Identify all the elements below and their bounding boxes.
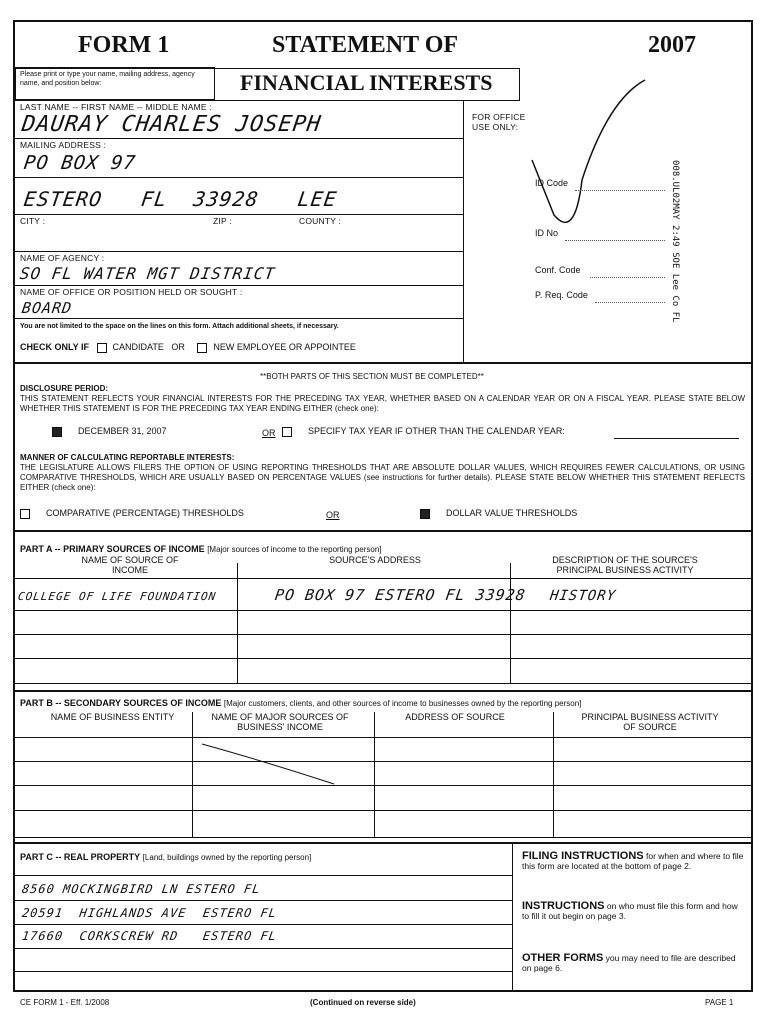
- dollar-label: DOLLAR VALUE THRESHOLDS: [446, 508, 578, 518]
- new-employee-checkbox[interactable]: [197, 343, 207, 353]
- space-note: You are not limited to the space on the lines on this form. Attach additional sheets, if necessary.: [20, 323, 339, 330]
- agency-value[interactable]: SO FL WATER MGT DISTRICT: [18, 264, 277, 283]
- footer-page: PAGE 1: [705, 998, 734, 1007]
- part-a-header: [20, 544, 382, 554]
- footer-continued: (Continued on reverse side): [310, 998, 416, 1007]
- instructions-text: on who must file this form and how to fill it out begin on page 3.: [522, 901, 738, 921]
- office-id-code: ID Code: [535, 178, 569, 188]
- part-a-row1-activity[interactable]: HISTORY: [548, 588, 618, 604]
- office-conf-code: Conf. Code: [535, 265, 581, 275]
- candidate-checkbox[interactable]: [97, 343, 107, 353]
- other-forms-title: OTHER FORMS: [522, 952, 604, 964]
- footer-form-id: CE FORM 1 - Eff. 1/2008: [20, 998, 110, 1007]
- candidate-label: CANDIDATE: [112, 342, 164, 352]
- zip-label: ZIP :: [213, 216, 232, 226]
- part-b-col1: NAME OF BUSINESS ENTITY: [50, 712, 175, 722]
- part-b-strike-line: [200, 740, 340, 790]
- period-title: DISCLOSURE PERIOD:: [20, 384, 109, 393]
- received-stamp: 008.UL02MAY 2:49 SOE Lee Co FL: [670, 160, 680, 323]
- part-c-header: [20, 852, 311, 862]
- part-b-title: PART B -- SECONDARY SOURCES OF INCOME: [20, 698, 222, 708]
- address-label: MAILING ADDRESS :: [20, 140, 107, 150]
- form-year: 2007: [648, 32, 696, 58]
- specify-checkbox[interactable]: [282, 427, 292, 437]
- part-b-col3: ADDRESS OF SOURCE: [405, 712, 505, 722]
- filing-title: FILING INSTRUCTIONS: [522, 850, 644, 862]
- part-b-col2: NAME OF MAJOR SOURCES OF BUSINESS' INCOME: [211, 712, 349, 732]
- instructions-title: INSTRUCTIONS: [522, 900, 605, 912]
- part-a-col3: DESCRIPTION OF THE SOURCE'S PRINCIPAL BUSINESS ACTIVITY: [552, 555, 698, 575]
- dollar-row: [420, 508, 577, 519]
- new-employee-label: NEW EMPLOYEE OR APPOINTEE: [213, 342, 356, 352]
- part-a-col1: NAME OF SOURCE OF INCOME: [81, 555, 179, 575]
- city-label: CITY :: [20, 216, 46, 226]
- check-only-if: CHECK ONLY IF: [20, 342, 90, 352]
- part-c-subtitle: [Land, buildings owned by the reporting person]: [142, 853, 312, 862]
- name-value[interactable]: DAURAY CHARLES JOSEPH: [20, 112, 323, 137]
- name-label: LAST NAME -- FIRST NAME -- MIDDLE NAME :: [20, 102, 212, 112]
- part-c-title: PART C -- REAL PROPERTY: [20, 852, 141, 862]
- dollar-checkbox[interactable]: [420, 509, 430, 519]
- part-c-row2[interactable]: 20591 HIGHLANDS AVE ESTERO FL: [21, 906, 278, 920]
- print-instruction: Please print or type your name, mailing address, agency name, and position below:: [20, 71, 195, 87]
- address-value[interactable]: PO BOX 97: [22, 152, 138, 174]
- filing-text: for when and where to file this form are located at the bottom of page 2.: [522, 851, 744, 871]
- part-b-header: [20, 698, 581, 708]
- both-parts-note: **BOTH PARTS OF THIS SECTION MUST BE COMPLETED**: [260, 372, 484, 381]
- check-row: [20, 342, 356, 353]
- who-must-file: [522, 901, 744, 921]
- dec31-label: DECEMBER 31, 2007: [78, 426, 167, 436]
- other-forms-text: you may need to file are described on page 6.: [522, 953, 736, 973]
- part-b-col4: PRINCIPAL BUSINESS ACTIVITY OF SOURCE: [581, 712, 719, 732]
- manner-title: MANNER OF CALCULATING REPORTABLE INTERESTS:: [20, 453, 235, 462]
- comparative-checkbox[interactable]: [20, 509, 30, 519]
- office-label: NAME OF OFFICE OR POSITION HELD OR SOUGHT :: [20, 287, 243, 297]
- form-label: FORM 1: [78, 32, 170, 58]
- office-id-no: ID No: [535, 228, 559, 238]
- filing-instructions: [522, 851, 744, 871]
- period-text: THIS STATEMENT REFLECTS YOUR FINANCIAL INTERESTS FOR THE PRECEDING TAX YEAR, WHETHER BASED ON A CALENDAR YEAR OR ON A FISCAL YEAR. PLEASE STATE BELOW WHETHER THIS STATEMENT IS FOR THE PRECEDING TAX YEAR ENDING EITHER (check one):: [20, 394, 745, 413]
- part-a-row1-source[interactable]: COLLEGE OF LIFE FOUNDATION: [17, 590, 218, 603]
- manner-text: THE LEGISLATURE ALLOWS FILERS THE OPTION OF USING REPORTING THRESHOLDS THAT ARE ABSOLUTE DOLLAR VALUES, WHICH REQUIRES FEWER CALCULATIONS, OR USING COMPARATIVE THRESHOLDS, WHICH ARE USUALLY BASED ON PERCENTAGE VALUES (see instructions for further details). PLEASE STATE BELOW WHETHER THIS STATEMENT REFLECTS EITHER (check one):: [20, 463, 745, 492]
- period-or: OR: [262, 428, 276, 438]
- dec31-checkbox[interactable]: [52, 427, 62, 437]
- city-line-value[interactable]: ESTERO FL 33928 LEE: [22, 187, 339, 211]
- county-label: COUNTY :: [299, 216, 342, 226]
- part-a-row1-address[interactable]: PO BOX 97 ESTERO FL 33928: [273, 586, 528, 604]
- form-title-line1: STATEMENT OF: [272, 32, 459, 58]
- or-label: OR: [171, 342, 185, 352]
- specify-label: SPECIFY TAX YEAR IF OTHER THAN THE CALENDAR YEAR:: [308, 426, 565, 436]
- agency-label: NAME OF AGENCY :: [20, 253, 105, 263]
- part-c-row1[interactable]: 8560 MOCKINGBIRD LN ESTERO FL: [21, 882, 262, 896]
- part-a-col2: SOURCE'S ADDRESS: [329, 555, 421, 565]
- part-b-subtitle: [Major customers, clients, and other sources of income to businesses owned by the reporting person]: [223, 699, 582, 708]
- part-a-title: PART A -- PRIMARY SOURCES OF INCOME: [20, 544, 205, 554]
- office-value[interactable]: BOARD: [20, 299, 74, 317]
- specify-row: [282, 426, 565, 437]
- other-forms: [522, 953, 744, 973]
- manner-or: OR: [326, 510, 340, 520]
- office-req-code: P. Req. Code: [535, 290, 588, 300]
- office-use-title: FOR OFFICE USE ONLY:: [472, 112, 526, 132]
- part-a-subtitle: [Major sources of income to the reporting person]: [207, 545, 382, 554]
- comparative-row: [20, 508, 244, 519]
- dec31-row: [52, 426, 167, 437]
- part-c-row3[interactable]: 17660 CORKSCREW RD ESTERO FL: [21, 929, 278, 943]
- comparative-label: COMPARATIVE (PERCENTAGE) THRESHOLDS: [46, 508, 244, 518]
- form-title-line2: FINANCIAL INTERESTS: [240, 70, 493, 95]
